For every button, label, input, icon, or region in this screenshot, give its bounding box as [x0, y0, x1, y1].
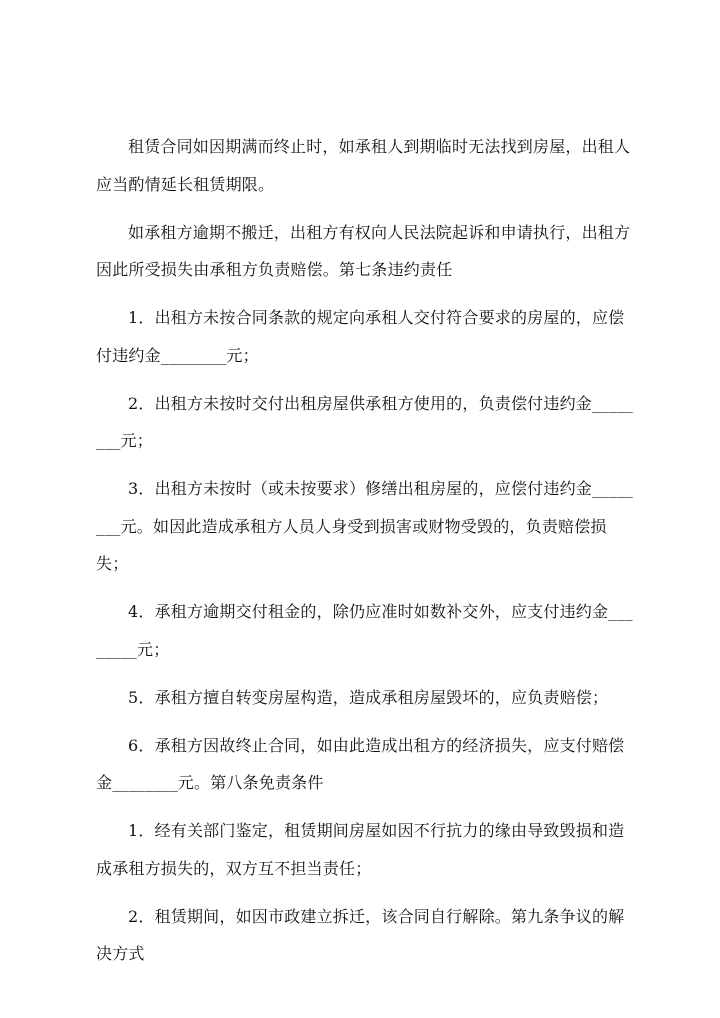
paragraph-breach-2: 2．出租方未按时交付出租房屋供承租方使用的，负责偿付违约金________元； [96, 393, 633, 450]
paragraph-exemption-1: 1．经有关部门鉴定，租赁期间房屋如因不行抗力的缘由导致毁损和造成承租方损失的，双方互不担当责任； [96, 821, 625, 878]
paragraph-exemption-2: 2．租赁期间，如因市政建立拆迁，该合同自行解除。第九条争议的解决方式 [96, 906, 625, 963]
paragraph-breach-5: 5．承租方擅自转变房屋构造，造成承租房屋毁坏的，应负责赔偿； [128, 687, 609, 707]
document-body [96, 128, 636, 983]
paragraph-overdue-move-out: 如承租方逾期不搬迁，出租方有权向人民法院起诉和申请执行，出租方因此所受损失由承租方负责赔偿。第七条违约责任 [96, 222, 631, 279]
paragraph-breach-6: 6．承租方因故终止合同，如由此造成出租方的经济损失，应支付赔偿金________元。第八条免责条件 [96, 735, 625, 792]
paragraph-breach-3: 3．出租方未按时（或未按要求）修缮出租房屋的，应偿付违约金________元。如因此造成承租方人员人身受到损害或财物受毁的，负责赔偿损失； [96, 479, 633, 573]
paragraph-breach-1: 1．出租方未按合同条款的规定向承租人交付符合要求的房屋的，应偿付违约金________元； [96, 308, 625, 365]
paragraph-breach-4: 4．承租方逾期交付租金的，除仍应准时如数补交外，应支付违约金________元； [96, 602, 633, 659]
paragraph-lease-expiry: 租赁合同如因期满而终止时，如承租人到期临时无法找到房屋，出租人应当酌情延长租赁期限。 [96, 137, 631, 194]
